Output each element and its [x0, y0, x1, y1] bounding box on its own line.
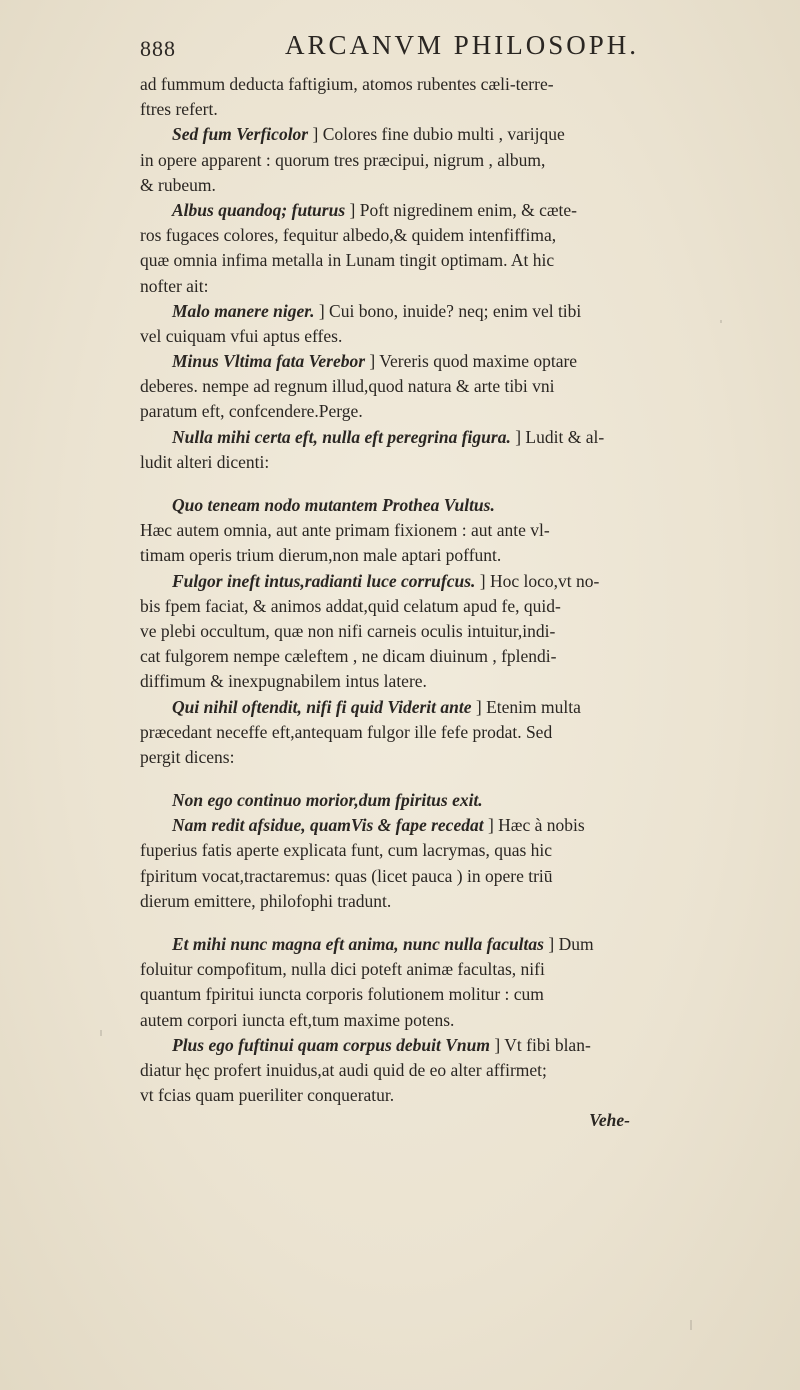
- text-line: ftres refert.: [140, 99, 218, 120]
- lemma-line: [140, 695, 670, 720]
- page-header: [140, 30, 660, 66]
- text-line: deberes. nempe ad regnum illud,quod natura & arte tibi vni: [140, 376, 555, 397]
- text-line: dierum emittere, philofophi tradunt.: [140, 890, 392, 911]
- lemma-quote: Plus ego fuftinui quam corpus debuit Vnum: [172, 1034, 490, 1055]
- line-gap: [140, 770, 670, 788]
- text-line: vel cuiquam vfui aptus effes.: [140, 325, 343, 346]
- running-title: ARCANVM PHILOSOPH.: [285, 30, 640, 60]
- commentary-text: Poft nigredinem enim, & cæte-: [359, 199, 577, 220]
- lemma-bracket: ]: [475, 570, 490, 591]
- paper-speck: [100, 1030, 102, 1036]
- text-line: paratum eft, confcendere.Perge.: [140, 401, 363, 422]
- text-line: diffimum & inexpugnabilem intus latere.: [140, 671, 427, 692]
- text-line: ad fummum deducta faftigium, atomos rubentes cæli-terre-: [140, 74, 554, 94]
- line-gap: [140, 475, 670, 493]
- text-line: timam operis trium dierum,non male aptari poffunt.: [140, 545, 502, 566]
- text-line: pergit dicens:: [140, 746, 235, 767]
- lemma-bracket: ]: [471, 696, 487, 717]
- lemma-bracket: ]: [314, 300, 330, 321]
- lemma-quote: Malo manere niger.: [172, 300, 315, 321]
- text-line: Hæc autem omnia, aut ante primam fixionem : aut ante vl-: [140, 520, 550, 541]
- commentary-text: Vt fibi blan-: [504, 1034, 591, 1055]
- lemma-quote: Qui nihil oftendit, nifi fi quid Viderit ante: [172, 696, 472, 717]
- text-line: vt fcias quam pueriliter conqueratur.: [140, 1085, 395, 1106]
- lemma-quote: Fulgor ineft intus,radianti luce corrufcus.: [172, 570, 476, 591]
- text-line: quæ omnia infima metalla in Lunam tingit optimam. At hic: [140, 250, 555, 271]
- lemma-line: [140, 425, 670, 450]
- lemma-bracket: ]: [365, 351, 380, 372]
- lemma-quote: Et mihi nunc magna eft anima, nunc nulla facultas: [172, 934, 544, 954]
- lemma-line: [140, 813, 670, 838]
- commentary-text: Hæc à nobis: [498, 815, 585, 836]
- text-line: diatur hęc profert inuidus,at audi quid de eo alter affirmet;: [140, 1059, 547, 1080]
- lemma-bracket: ]: [490, 1034, 505, 1055]
- commentary-text: Cui bono, inuide? neq; enim vel tibi: [329, 300, 582, 321]
- commentary-text: Ludit & al-: [525, 426, 605, 447]
- text-line: præcedant neceffe eft,antequam fulgor ille fefe prodat. Sed: [140, 721, 553, 742]
- text-line: foluitur compofitum, nulla dici poteft animæ facultas, nifi: [140, 959, 545, 980]
- lemma-bracket: ]: [510, 426, 526, 447]
- text-line: autem corpori iuncta eft,tum maxime potens.: [140, 1009, 455, 1030]
- lemma-quote: Albus quandoq; futurus: [172, 199, 346, 220]
- text-line: in opere apparent : quorum tres præcipui, nigrum , album,: [140, 149, 546, 170]
- commentary-text: Etenim multa: [486, 696, 581, 717]
- lemma-line: [140, 299, 670, 324]
- lemma-bracket: ]: [543, 934, 559, 954]
- text-line: fuperius fatis aperte explicata funt, cum lacrymas, quas hic: [140, 840, 553, 861]
- text-line: & rubeum.: [140, 174, 216, 195]
- lemma-quote: Nulla mihi certa eft, nulla eft peregrina figura.: [172, 426, 511, 447]
- catchword: Vehe-: [589, 1110, 630, 1131]
- paper-speck: [690, 1320, 692, 1330]
- lemma-bracket: ]: [308, 124, 323, 145]
- lemma-line: [140, 198, 670, 223]
- page-number: 888: [140, 36, 176, 61]
- text-body: [140, 72, 670, 1134]
- text-line: quantum fpiritui iuncta corporis folutionem molitur : cum: [140, 984, 544, 1005]
- text-line: fpiritum vocat,tractaremus: quas (licet pauca ) in opere triū: [140, 865, 553, 886]
- lemma-quote: Sed fum Verficolor: [172, 124, 309, 145]
- paper-speck: [720, 320, 722, 323]
- lemma-quote: Nam redit afsidue, quamVis & fape recedat: [172, 815, 484, 836]
- commentary-text: Colores fine dubio multi , varijque: [322, 124, 565, 145]
- lemma-bracket: ]: [483, 815, 499, 836]
- lemma-bracket: ]: [345, 199, 360, 220]
- verse-line: Quo teneam nodo mutantem Prothea Vultus.: [172, 495, 495, 515]
- commentary-text: Vereris quod maxime optare: [379, 351, 578, 372]
- line-gap: [140, 914, 670, 932]
- lemma-line: [140, 122, 670, 147]
- lemma-line: [140, 1033, 670, 1058]
- lemma-line: [140, 349, 670, 374]
- commentary-text: Dum: [558, 934, 594, 954]
- text-line: ros fugaces colores, fequitur albedo,& quidem intenfiffima,: [140, 225, 557, 246]
- lemma-quote: Minus Vltima fata Verebor: [172, 351, 366, 372]
- commentary-text: Hoc loco,vt no-: [489, 570, 600, 591]
- verse-line: Non ego continuo morior,dum fpiritus exit.: [172, 790, 483, 811]
- lemma-line: [140, 932, 670, 957]
- text-line: cat fulgorem nempe cæleftem , ne dicam diuinum , fplendi-: [140, 646, 557, 667]
- text-line: bis fpem faciat, & animos addat,quid celatum apud fe, quid-: [140, 595, 561, 616]
- text-line: ve plebi occultum, quæ non nifi carneis oculis intuitur,indi-: [140, 620, 556, 641]
- lemma-line: [140, 569, 670, 594]
- text-line: nofter ait:: [140, 275, 209, 296]
- text-line: ludit alteri dicenti:: [140, 451, 270, 472]
